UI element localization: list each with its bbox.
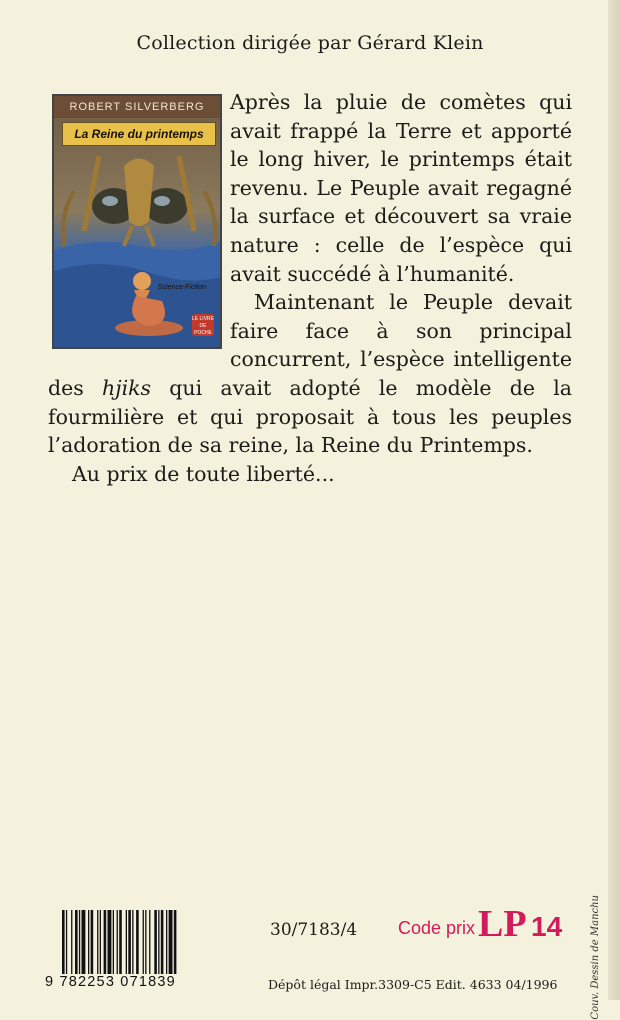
barcode-bar — [100, 910, 101, 974]
barcode-bar — [128, 910, 131, 974]
barcode-bar — [166, 910, 167, 974]
barcode-bar — [119, 910, 122, 974]
barcode-bar — [79, 910, 80, 974]
cover-credit: Couv. Dessin de Manchu — [590, 895, 601, 1020]
page-edge — [608, 0, 620, 1000]
barcode-bar — [88, 910, 89, 974]
barcode-bar — [145, 910, 146, 974]
barcode-bar — [108, 910, 112, 974]
barcode-bar — [158, 910, 159, 974]
blurb-paragraph-3: Au prix de toute liberté... — [72, 461, 335, 486]
barcode — [58, 910, 228, 974]
barcode-bar — [82, 910, 86, 974]
hjiks-term: hjiks — [102, 375, 152, 400]
barcode-bar — [149, 910, 150, 974]
barcode-bar — [97, 910, 98, 974]
barcode-bar — [117, 910, 118, 974]
barcode-bar — [126, 910, 127, 974]
price-label: Code prix — [398, 918, 476, 938]
barcode-bar — [132, 910, 133, 974]
barcode-bar — [174, 910, 177, 974]
barcode-bar — [75, 910, 78, 974]
publisher-logo: LE LIVRE DE POCHE — [192, 316, 214, 336]
barcode-bar — [113, 910, 114, 974]
collection-header: Collection dirigée par Gérard Klein — [136, 32, 484, 54]
barcode-bar — [91, 910, 94, 974]
blurb-paragraph-2: Maintenant le Peuple devait faire face à son principal concurrent, l’espèce intelligente des hjiks qui avait adopté le modèle de la fourmilière et qui proposait à tous les peuples l’adoration de sa reine, la Reine du Printemps. — [48, 290, 572, 458]
barcode-bar — [136, 910, 139, 974]
barcode-bar — [161, 910, 164, 974]
barcode-bar — [169, 910, 173, 974]
legal-deposit: Dépôt légal Impr.3309-C5 Edit. 4633 04/1996 — [268, 977, 558, 992]
edition-code: 30/7183/4 — [270, 920, 358, 940]
barcode-bar — [104, 910, 107, 974]
cover-author: ROBERT SILVERBERG — [54, 96, 220, 118]
cover-genre: Science-Fiction — [158, 284, 206, 291]
barcode-bar — [143, 910, 144, 974]
barcode-bar — [154, 910, 157, 974]
blurb — [48, 88, 572, 488]
barcode-bar — [62, 910, 65, 974]
cover-title: La Reine du printemps — [62, 122, 216, 146]
price-code: LP 14 — [478, 903, 563, 945]
barcode-digits: 9 782253 071839 — [45, 974, 176, 990]
blurb-paragraph-1: Après la pluie de comètes qui avait frappé la Terre et apporté le long hiver, le printemps était revenu. Le Peuple avait regagné la surface et découvert sa vraie nature : celle de l’espèce qui avait succédé à l’humanité. — [230, 90, 572, 286]
barcode-bar — [66, 910, 67, 974]
barcode-bar — [71, 910, 72, 974]
